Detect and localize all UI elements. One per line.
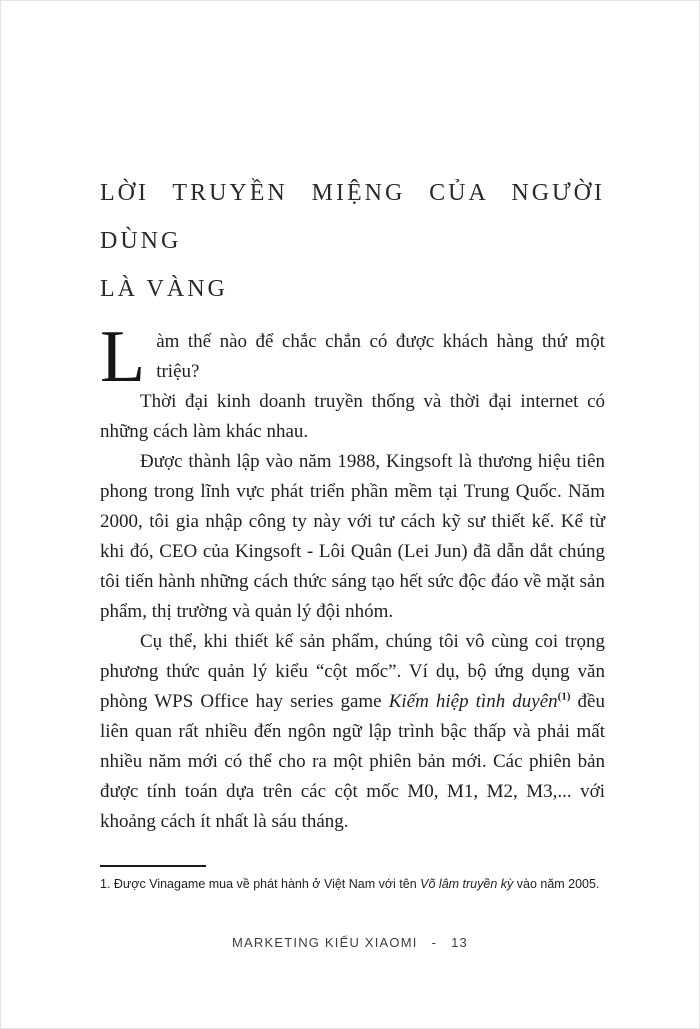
page-content (100, 169, 605, 837)
running-title: MARKETING KIỂU XIAOMI (232, 935, 418, 950)
chapter-title-line1: LỜI TRUYỀN MIỆNG CỦA NGƯỜI DÙNG (100, 180, 605, 254)
chapter-title (100, 169, 605, 313)
paragraph-4-text-b: đều liên quan rất nhiều đến ngôn ngữ lập trình bậc thấp và phải mất nhiều năm mới có thể cho ra một phiên bản mới. Các phiên bản được tính toán dựa trên các cột mốc M0, M1, M2, M3,... với khoảng cách ít nhất là sáu tháng. (100, 691, 605, 832)
footnote-divider (100, 865, 206, 867)
footnote-block (100, 865, 605, 893)
body-text (100, 316, 605, 837)
paragraph-4-game-title: Kiếm hiệp tình duyên (388, 691, 558, 712)
footnote-game-title: Võ lâm truyền kỳ (420, 877, 514, 891)
paragraph-4-text-a: Cụ thể, khi thiết kế sản phẩm, chúng tôi vô cùng coi trọng phương thức quản lý kiểu “cột mốc”. Ví dụ, bộ ứng dụng văn phòng WPS Office hay series game (100, 631, 605, 712)
chapter-title-line2: LÀ VÀNG (100, 276, 228, 302)
footer-separator: - (431, 935, 438, 950)
page-number: 13 (451, 935, 468, 950)
footnote-text-b: vào năm 2005. (513, 877, 600, 891)
footnote-marker: (1) (557, 690, 571, 703)
paragraph-1-text: àm thế nào để chắc chắn có được khách hàng thứ một triệu? (156, 331, 605, 382)
page-footer (1, 935, 699, 950)
paragraph-4 (100, 627, 605, 837)
drop-cap: L (100, 316, 146, 398)
footnote-text-a: 1. Được Vinagame mua về phát hành ở Việt Nam với tên (100, 877, 421, 891)
paragraph-2: Thời đại kinh doanh truyền thống và thời đại internet có những cách làm khác nhau. (100, 391, 605, 442)
paragraph-3: Được thành lập vào năm 1988, Kingsoft là thương hiệu tiên phong trong lĩnh vực phát triển phần mềm tại Trung Quốc. Năm 2000, tôi gia nhập công ty này với tư cách kỹ sư thiết kế. Kể từ khi đó, CEO của Kingsoft - Lôi Quân (Lei Jun) đã dẫn dắt chúng tôi tiến hành những cách thức sáng tạo hết sức độc đáo về mặt sản phẩm, thị trường và quản lý đội nhóm. (100, 451, 605, 622)
paragraph-1 (100, 316, 605, 398)
footnote-text (100, 876, 605, 893)
